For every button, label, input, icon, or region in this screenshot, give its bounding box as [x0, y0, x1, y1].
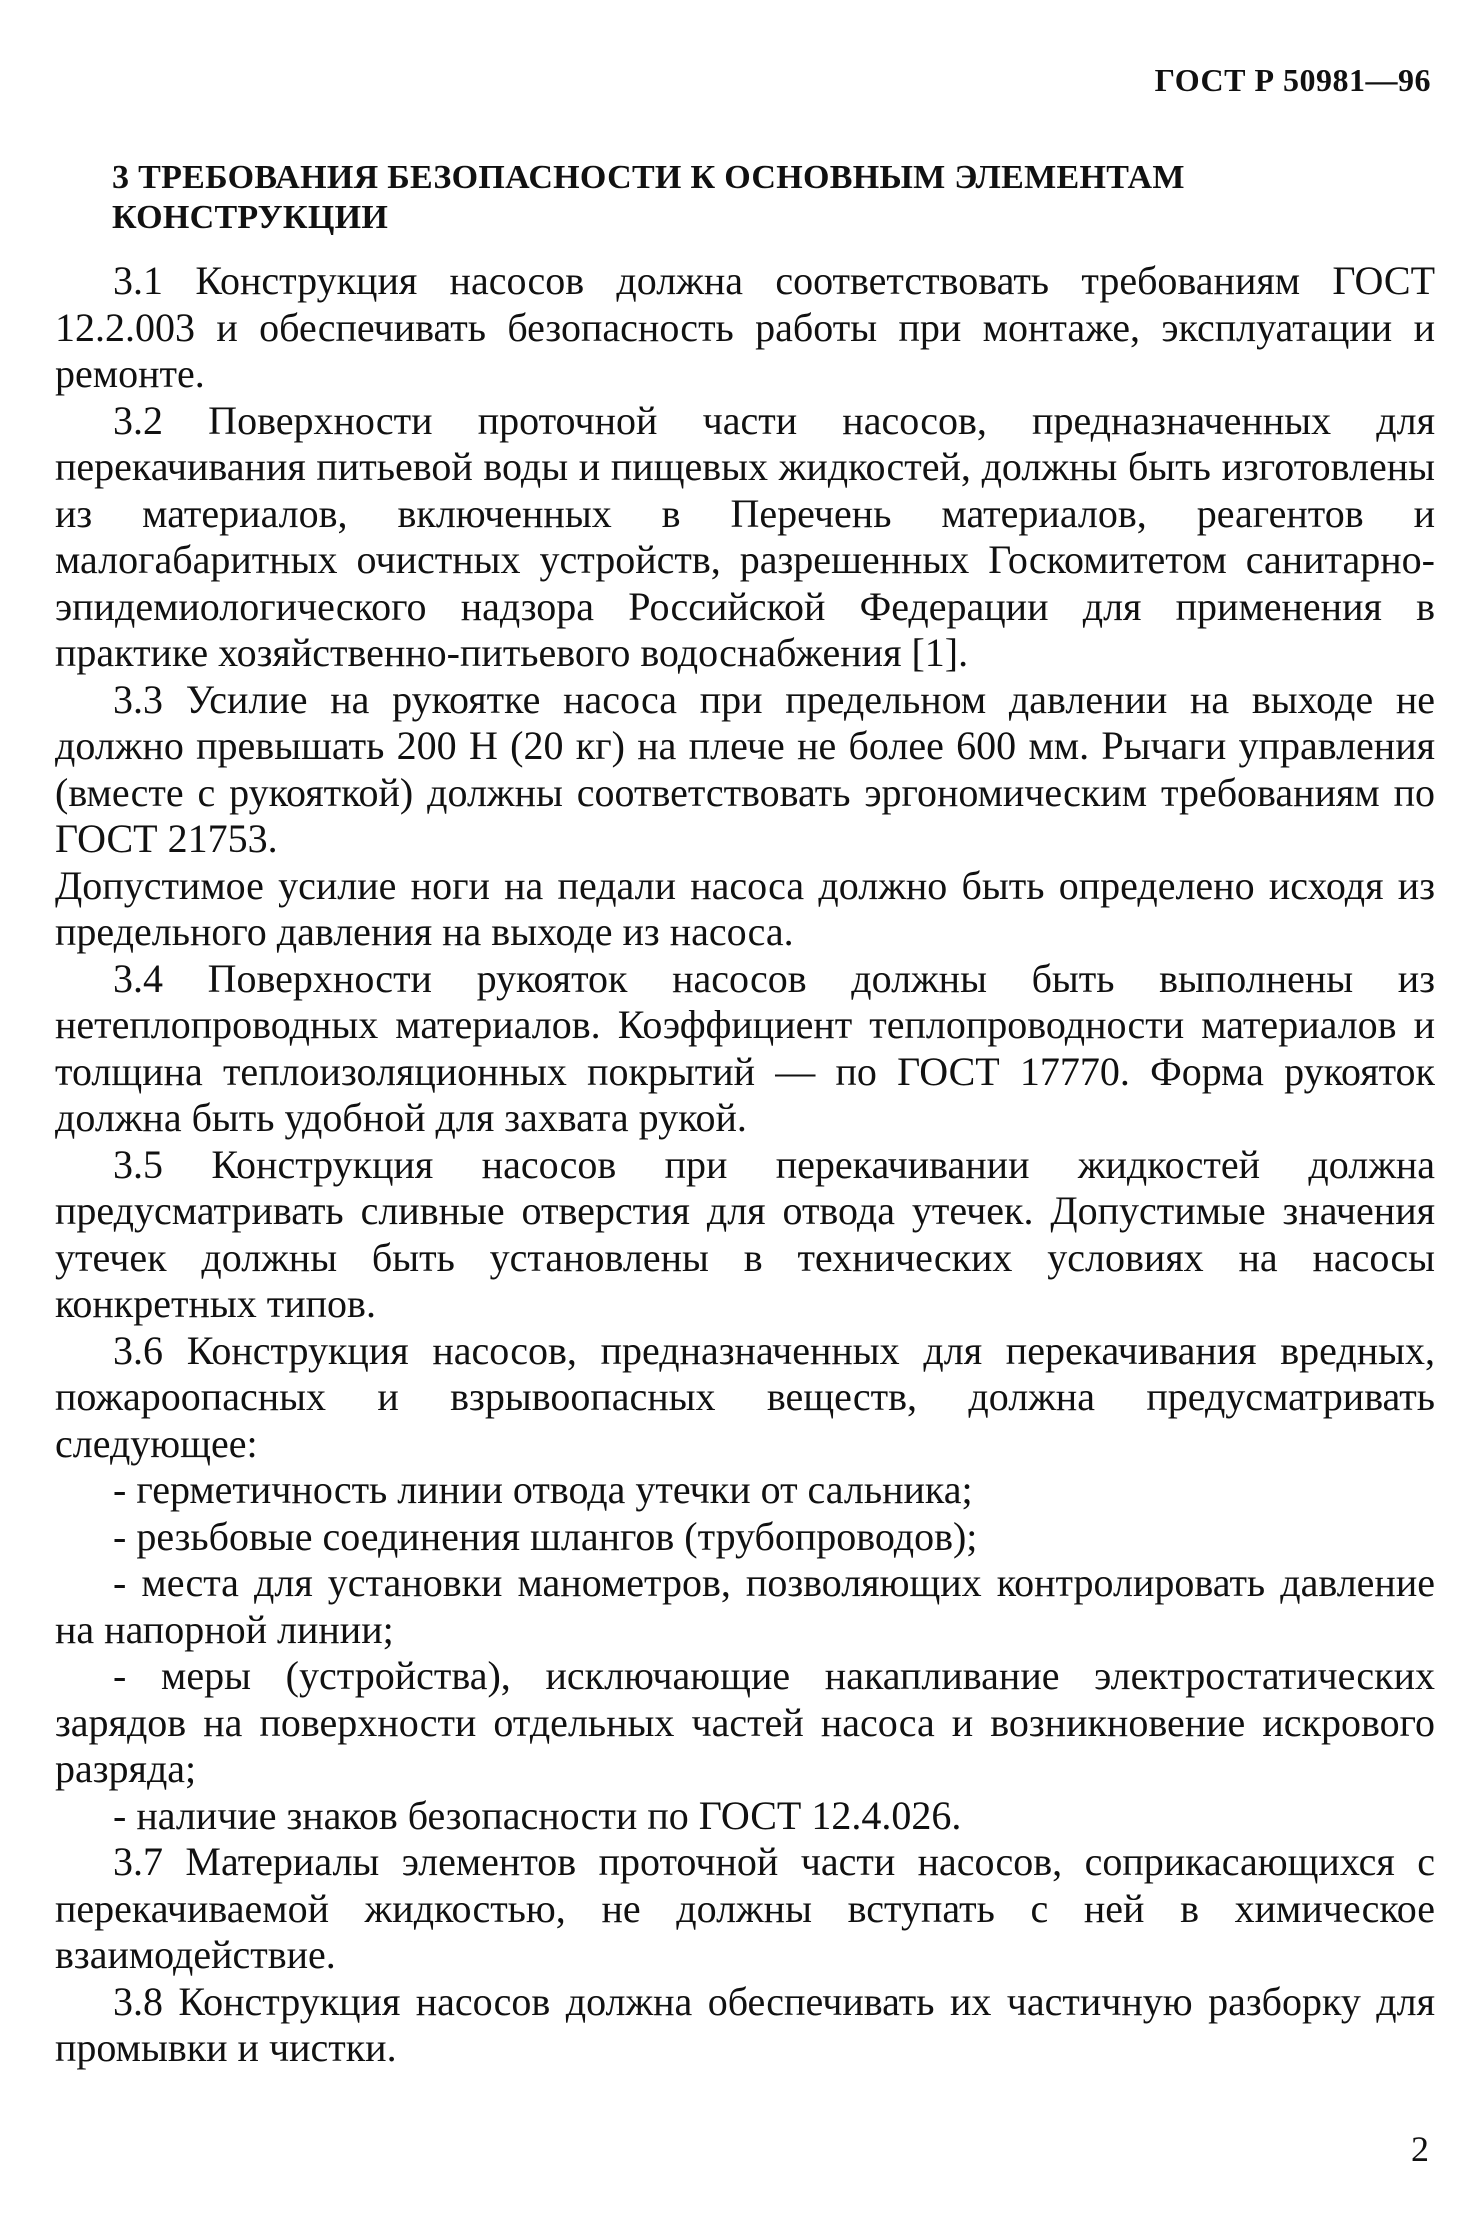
document-body — [55, 258, 1435, 2072]
paragraph-3-2: 3.2 Поверхности проточной части насосов, предназначенных для перекачивания питьевой воды и пищевых жидкостей, должны быть изготовлены из материалов, включенных в Перечень материалов, реагентов и малогабаритных очистных устройств, разрешенных Госкомитетом санитарно-эпидемиологического надзора Российской Федерации для применения в практике хозяйственно-питьевого водоснабжения [1]. — [55, 397, 1435, 675]
paragraph-pedal-force: Допустимое усилие ноги на педали насоса должно быть определено исходя из предельного давления на выходе из насоса. — [55, 862, 1435, 954]
paragraph-3-7: 3.7 Материалы элементов проточной части насосов, соприкасающихся с перекачиваемой жидкостью, не должны вступать с ней в химическое взаимодействие. — [55, 1839, 1435, 1977]
paragraph-3-5: 3.5 Конструкция насосов при перекачивании жидкостей должна предусматривать сливные отверстия для отвода утечек. Допустимые значения утечек должны быть установлены в технических условиях на насосы конкретных типов. — [55, 1141, 1435, 1326]
paragraph-3-4: 3.4 Поверхности рукояток насосов должны быть выполнены из нетеплопроводных материалов. Коэффициент теплопроводности материалов и толщина теплоизоляционных покрытий — по ГОСТ 17770. Форма рукояток должна быть удобной для захвата рукой. — [55, 955, 1435, 1140]
page-number: 2 — [1411, 2129, 1429, 2169]
document-code: ГОСТ Р 50981—96 — [1154, 62, 1431, 98]
paragraph-3-6: 3.6 Конструкция насосов, предназначенных для перекачивания вредных, пожароопасных и взрывоопасных веществ, должна предусматривать следующее: — [55, 1327, 1435, 1466]
paragraph-3-8: 3.8 Конструкция насосов должна обеспечивать их частичную разборку для промывки и чистки. — [55, 1978, 1435, 2070]
paragraph-3-1: 3.1 Конструкция насосов должна соответствовать требованиям ГОСТ 12.2.003 и обеспечивать безопасность работы при монтаже, эксплуатации и ремонте. — [55, 258, 1435, 396]
paragraph-3-3: 3.3 Усилие на рукоятке насоса при предельном давлении на выходе не должно превышать 200 Н (20 кг) на плече не более 600 мм. Рычаги управления (вместе с рукояткой) должны соответствовать эргономическим требованиям по ГОСТ 21753. — [55, 676, 1435, 861]
section-heading: 3 ТРЕБОВАНИЯ БЕЗОПАСНОСТИ К ОСНОВНЫМ ЭЛЕМЕНТАМ КОНСТРУКЦИИ — [112, 159, 1185, 236]
list-item: - места для установки манометров, позволяющих контролировать давление на напорной линии; — [55, 1560, 1435, 1652]
list-item: - наличие знаков безопасности по ГОСТ 12.4.026. — [113, 1792, 962, 1838]
list-item: - меры (устройства), исключающие накапливание электростатических зарядов на поверхности отдельных частей насоса и возникновение искрового разряда; — [55, 1653, 1435, 1791]
list-item: - герметичность линии отвода утечки от сальника; — [113, 1467, 973, 1512]
list-item: - резьбовые соединения шлангов (трубопроводов); — [113, 1513, 978, 1559]
